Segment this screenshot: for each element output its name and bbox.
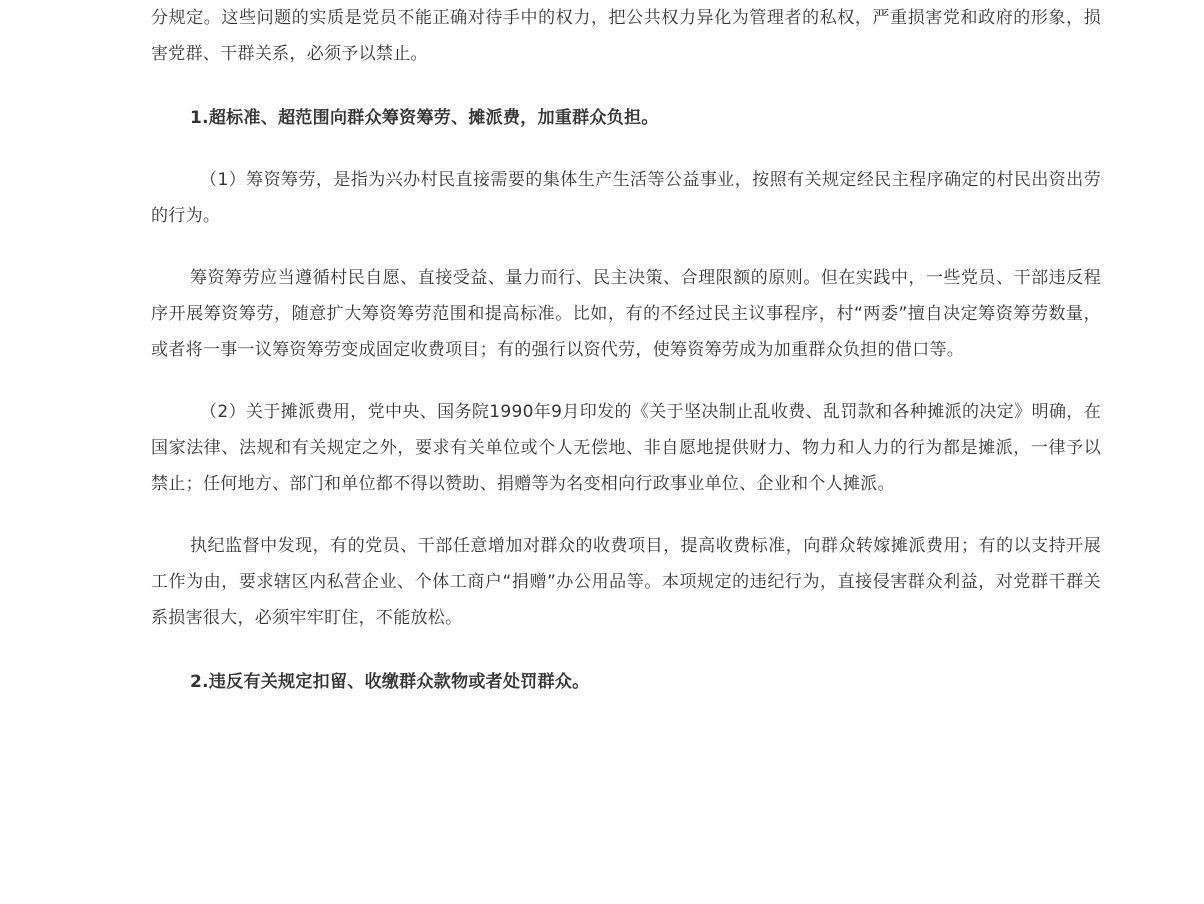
paragraph-fundraising-principles: 筹资筹劳应当遵循村民自愿、直接受益、量力而行、民主决策、合理限额的原则。但在实践中，一些党员、干部违反程序开展筹资筹劳，随意扩大筹资筹劳范围和提高标准。比如，有的不经过民主议事程序，村“两委”擅自决定筹资筹劳数量，或者将一事一议筹资筹劳变成固定收费项目；有的强行以资代劳，使筹资筹劳成为加重群众负担的借口等。 [151, 268, 1101, 360]
paragraph-continuation: 分规定。这些问题的实质是党员不能正确对待手中的权力，把公共权力异化为管理者的私权，严重损害党和政府的形象，损害党群、干群关系，必须予以禁止。 [151, 8, 1101, 64]
paragraph-item-1: （1）筹资筹劳，是指为兴办村民直接需要的集体生产生活等公益事业，按照有关规定经民主程序确定的村民出资出劳的行为。 [151, 170, 1101, 226]
section-heading-1: 1.超标准、超范围向群众筹资筹劳、摊派费，加重群众负担。 [190, 108, 659, 128]
paragraph-item-2: （2）关于摊派费用，党中央、国务院1990年9月印发的《关于坚决制止乱收费、乱罚款和各种摊派的决定》明确，在国家法律、法规和有关规定之外，要求有关单位或个人无偿地、非自愿地提供财力、物力和人力的行为都是摊派，一律予以禁止；任何地方、部门和单位都不得以赞助、捐赠等为名变相向行政事业单位、企业和个人摊派。 [151, 402, 1101, 494]
paragraph-supervision-findings: 执纪监督中发现，有的党员、干部任意增加对群众的收费项目，提高收费标准，向群众转嫁摊派费用；有的以支持开展工作为由，要求辖区内私营企业、个体工商户“捐赠”办公用品等。本项规定的违纪行为，直接侵害群众利益，对党群干群关系损害很大，必须牢牢盯住，不能放松。 [151, 536, 1101, 628]
article-body [151, 0, 1101, 700]
section-heading-2: 2.违反有关规定扣留、收缴群众款物或者处罚群众。 [190, 672, 590, 692]
